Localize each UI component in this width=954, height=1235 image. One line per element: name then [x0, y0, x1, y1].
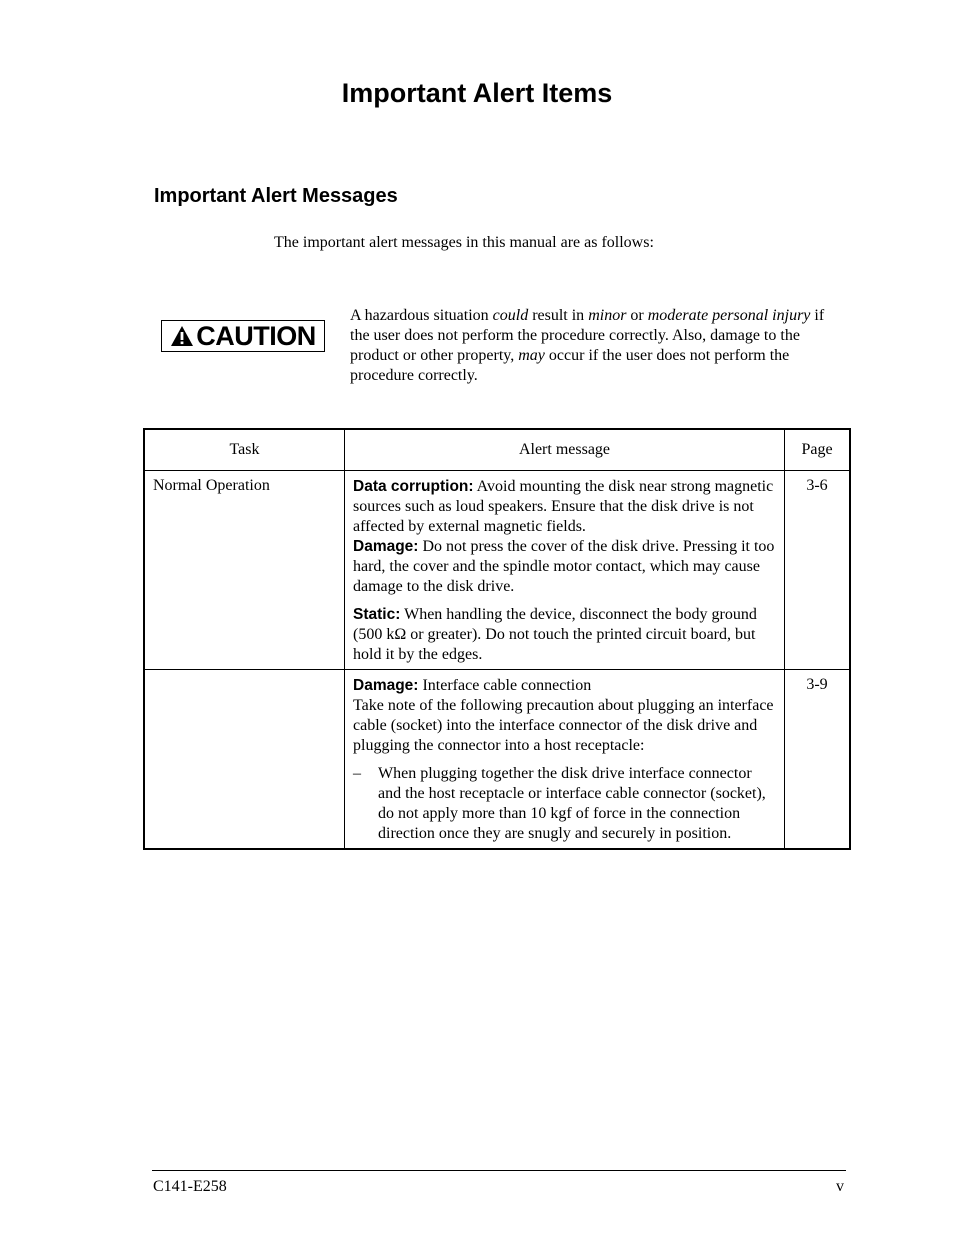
header-alert-message: Alert message [345, 429, 785, 471]
alert-keyword: Damage: [353, 538, 419, 555]
caution-description [350, 306, 845, 386]
footer-doc-code: C141-E258 [153, 1178, 227, 1195]
alert-message-cell [345, 471, 785, 670]
table-row [144, 670, 850, 850]
bullet-item [353, 764, 776, 844]
header-task: Task [144, 429, 345, 471]
footer-divider [152, 1170, 846, 1171]
table-row [144, 471, 850, 670]
alert-message [353, 477, 776, 597]
alert-keyword: Data corruption: [353, 478, 474, 495]
task-cell [144, 670, 345, 850]
header-page: Page [785, 429, 851, 471]
page-cell: 3-9 [785, 670, 851, 850]
page-cell: 3-6 [785, 471, 851, 670]
dash-marker: – [353, 765, 361, 782]
caution-desc-emphasis: minor [588, 307, 627, 324]
caution-desc-emphasis: may [518, 347, 545, 364]
caution-desc-emphasis: could [492, 307, 529, 324]
footer-page-number: v [836, 1178, 844, 1195]
alert-table [143, 428, 851, 850]
page-title: Important Alert Items [341, 78, 613, 108]
intro-text: The important alert messages in this manual are as follows: [274, 234, 654, 251]
alert-text: Do not press the cover of the disk drive. Pressing it too hard, the cover and the spindle motor contact, which may cause damage to the disk drive. [353, 538, 775, 595]
bullet-text: When plugging together the disk drive interface connector and the host receptacle or interface cable connector (socket), do not apply more than 10 kgf of force in the connection direction once they are snugly and securely in position. [378, 765, 766, 842]
alert-text: Interface cable connection [418, 677, 592, 694]
section-heading: Important Alert Messages [154, 185, 398, 207]
caution-desc-part: occur if the user does not perform the procedure correctly. [350, 347, 790, 384]
caution-desc-emphasis: moderate personal injury [647, 307, 811, 324]
table-header-row [144, 429, 850, 471]
caution-desc-part: if the user does not perform the procedure correctly. Also, damage to the product or other property, [350, 307, 825, 364]
alert-message [353, 605, 776, 665]
caution-text: CAUTION [196, 320, 316, 351]
caution-desc-part: A hazardous situation [350, 307, 493, 324]
warning-triangle-icon [170, 325, 194, 347]
task-cell: Normal Operation [144, 471, 345, 670]
alert-message-cell [345, 670, 785, 850]
alert-text: When handling the device, disconnect the body ground (500 kΩ or greater). Do not touch the printed circuit board, but hold it by the edges. [353, 606, 757, 663]
alert-text: Avoid mounting the disk near strong magnetic sources such as loud speakers. Ensure that the disk drive is not affected by external magnetic fields. [353, 478, 774, 535]
caution-desc-part: result in [528, 307, 589, 324]
caution-desc-part: or [626, 307, 648, 324]
alert-keyword: Damage: [353, 677, 419, 694]
alert-text: Take note of the following precaution about plugging an interface cable (socket) into the interface connector of the disk drive and plugging the connector into a host receptacle: [353, 697, 774, 754]
caution-label [161, 320, 325, 352]
alert-keyword: Static: [353, 606, 401, 623]
alert-message [353, 676, 776, 756]
